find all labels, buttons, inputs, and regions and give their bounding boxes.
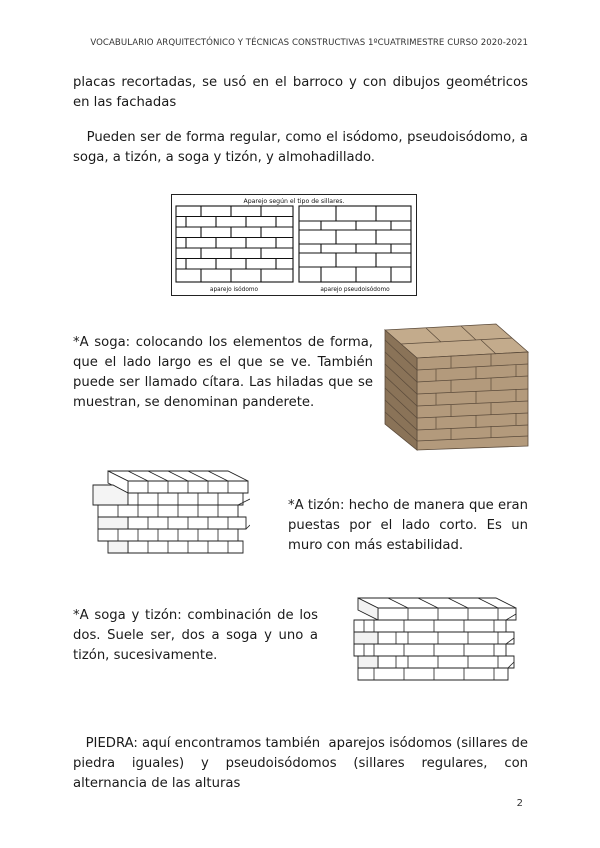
sillares-title: Aparejo según el tipo de sillares. — [243, 198, 345, 205]
soga-tizon-wall-illustration — [346, 592, 519, 692]
pseudoisodomo-caption: aparejo pseudoisódomo — [320, 287, 390, 293]
paragraph-soga: *A soga: colocando los elementos de forma, que el lado largo es el que se ve. También puede ser llamado cítara. Las hiladas que se muestran, se denominan panderete. — [73, 335, 373, 410]
paragraph-soga-tizon: *A soga y tizón: combinación de los dos. Suele ser, dos a soga y uno a tizón, sucesivamente. — [73, 608, 318, 663]
isodomo-caption: aparejo isódomo — [209, 287, 259, 293]
paragraph-piedra: PIEDRA: aquí encontramos también aparejos isódomos (sillares de piedra iguales) y pseudoisódomos (sillares regulares, con alternancia de las alturas — [73, 736, 533, 791]
running-header: VOCABULARIO ARQUITECTÓNICO Y TÉCNICAS CONSTRUCTIVAS 1ºCUATRIMESTRE CURSO 2020-2021 — [90, 38, 528, 48]
paragraph-formas: Pueden ser de forma regular, como el isódomo, pseudoisódomo, a soga, a tizón, a soga y tizón, y almohadillado. — [73, 130, 533, 165]
sillares-figure — [171, 194, 417, 296]
paragraph-placas: placas recortadas, se usó en el barroco y con dibujos geométricos en las fachadas — [73, 75, 528, 110]
paragraph-tizon: *A tizón: hecho de manera que eran puestas por el lado corto. Es un muro con más estabilidad. — [288, 498, 528, 553]
page-number: 2 — [516, 798, 523, 809]
tizon-wall-illustration — [88, 463, 250, 563]
soga-wall-illustration — [381, 322, 529, 452]
